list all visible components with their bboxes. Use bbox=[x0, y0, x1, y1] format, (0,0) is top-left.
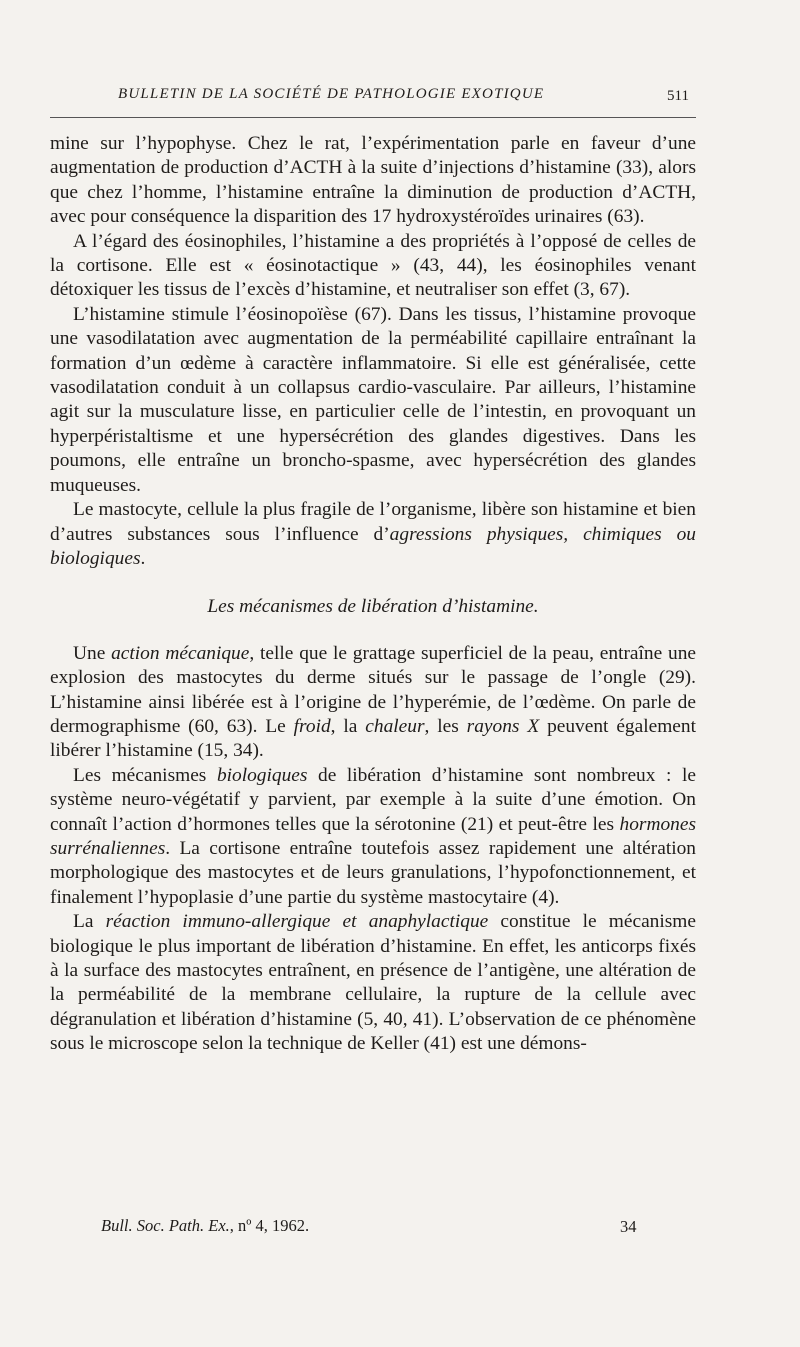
section-heading: Les mécanismes de libération d’histamine. bbox=[207, 596, 539, 618]
paragraph-5-emphasis-1: action mécanique bbox=[111, 642, 250, 664]
paragraph-5-text-c: , la bbox=[330, 715, 366, 737]
paragraph-5-emphasis-4: rayons X bbox=[466, 715, 540, 737]
paragraph-5-text-a: Une bbox=[73, 642, 112, 664]
paragraph-7 bbox=[50, 910, 696, 1056]
paragraph-4-emphasis: agressions physiques, chimiques ou biologiques bbox=[50, 523, 696, 569]
paragraph-6-text-a: Les mécanismes bbox=[73, 764, 217, 786]
paragraph-5-text-e: peuvent également libérer l’histamine (15, 34). bbox=[50, 715, 696, 762]
paragraph-6-emphasis-1: biologiques bbox=[216, 764, 308, 786]
paragraph-5-emphasis-3: chaleur bbox=[365, 715, 425, 737]
paragraph-7-emphasis: réaction immuno-allergique et anaphylactique bbox=[105, 911, 489, 933]
paragraph-2: A l’égard des éosinophiles, l’histamine a des propriétés à l’opposé de celles de la cortisone. Elle est « éosinotactique » (43, 44), les éosinophiles venant détoxiquer les tissus de l’excès d’histamine, et neutraliser son effet (3, 67). bbox=[50, 230, 696, 301]
footer-citation bbox=[101, 1216, 309, 1236]
paragraph-5-emphasis-2: froid bbox=[293, 715, 331, 737]
paragraph-4-text-b: . bbox=[140, 547, 146, 569]
page-number: 511 bbox=[667, 88, 689, 104]
footer-journal-abbrev: Bull. Soc. Path. Ex. bbox=[101, 1216, 230, 1235]
paragraph-6-emphasis-2: hormones surrénaliennes bbox=[50, 813, 696, 859]
paragraph-1: mine sur l’hypophyse. Chez le rat, l’expérimentation parle en faveur d’une augmentation de production d’ACTH à la suite d’injections d’histamine (33), alors que chez l’homme, l’histamine entraîne la diminution de production d’ACTH, avec pour conséquence la disparition des 17 hydroxystéroïdes urinaires (63). bbox=[50, 133, 696, 228]
running-head-title: BULLETIN DE LA SOCIÉTÉ DE PATHOLOGIE EXOTIQUE bbox=[118, 86, 545, 102]
paragraph-7-text-b: constitue le mécanisme biologique le plus important de libération d’histamine. En effet, les anticorps fixés à la surface des mastocytes entraînent, en présence de l’antigène, une altération de la perméabilité de la membrane cellulaire, la rupture de la cellule avec dégranulation et libération d’histamine (5, 40, 41). L’observation de ce phénomène sous le microscope selon la technique de Keller (41) est une démons- bbox=[50, 911, 696, 1055]
header-rule bbox=[50, 117, 696, 118]
paragraph-6-text-b: de libération d’histamine sont nombreux : le système neuro-végétatif y parvient, par exemple à la suite d’une émotion. On connaît l’action d’hormones telles que la sérotonine (21) et peut-être les bbox=[50, 764, 696, 835]
paragraph-5 bbox=[50, 642, 696, 764]
paragraph-5-text-b: , telle que le grattage superficiel de la peau, entraîne une explosion des mastocytes du derme situés sur le passage de l’ongle (29). L’histamine ainsi libérée est à l’origine de l’hyperémie, de l’œdème. On parle de dermographisme (60, 63). Le bbox=[50, 642, 697, 737]
paragraph-6-text-c: . La cortisone entraîne toutefois assez rapidement une altération morphologique des mastocytes et de leurs granulations, l’hypofonctionnement, et finalement l’hypoplasie d’une partie du système mastocytaire (4). bbox=[50, 837, 696, 908]
paragraph-7-text-a: La bbox=[73, 911, 106, 933]
paragraph-5-text-d: , les bbox=[424, 715, 467, 737]
article-body bbox=[50, 132, 696, 1057]
paragraph-3: L’histamine stimule l’éosinopoïèse (67). Dans les tissus, l’histamine provoque une vasodilatation avec augmentation de la perméabilité capillaire entraînant la formation d’un œdème à caractère inflammatoire. Si elle est généralisée, cette vasodilatation conduit à un collapsus cardio-vasculaire. Par ailleurs, l’histamine agit sur la musculature lisse, en particulier celle de l’intestin, en provoquant un hyperpéristaltisme et une hypersécrétion des glandes digestives. Dans les poumons, elle entraîne un broncho-spasme, avec hypersécrétion des glandes muqueuses. bbox=[50, 303, 696, 496]
paragraph-6 bbox=[50, 764, 696, 910]
footer-issue: , nº 4, 1962. bbox=[229, 1216, 310, 1235]
paragraph-4 bbox=[50, 498, 696, 571]
signature-mark: 34 bbox=[620, 1217, 637, 1236]
paragraph-4-text-a: Le mastocyte, cellule la plus fragile de l’organisme, libère son histamine et bien d’autres substances sous l’influence d’ bbox=[50, 499, 696, 545]
